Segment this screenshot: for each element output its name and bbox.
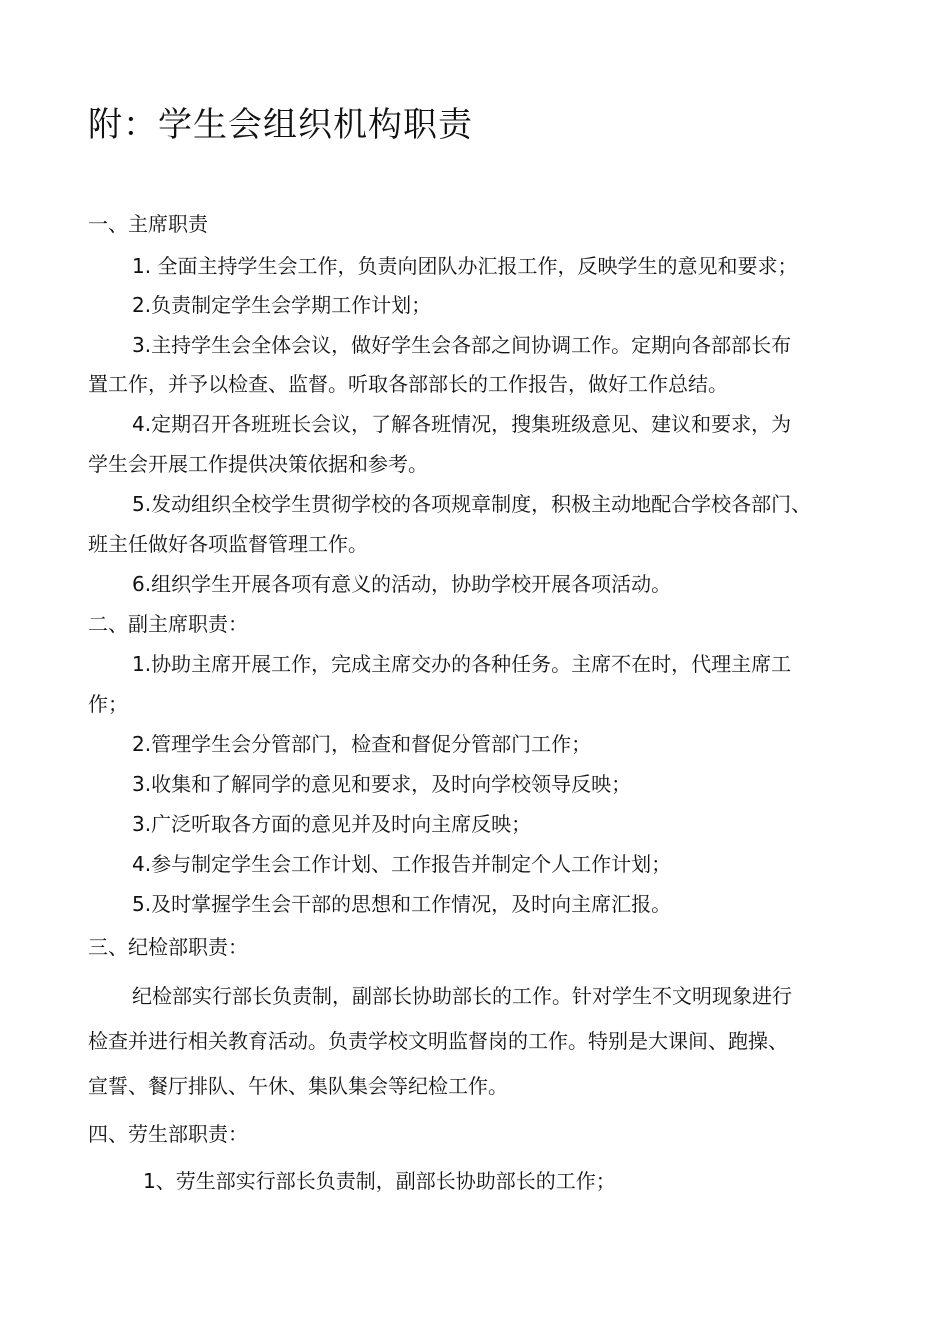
paragraph-line: 纪检部实行部长负责制，副部长协助部长的工作。针对学生不文明现象进行	[132, 984, 792, 1008]
page-title: 附：学生会组织机构职责	[88, 105, 473, 145]
paragraph-line: 宣誓、餐厅排队、午休、集队集会等纪检工作。	[88, 1074, 508, 1098]
paragraph-line: 4.定期召开各班班长会议，了解各班情况，搜集班级意见、建议和要求，为	[132, 412, 792, 436]
section-heading-discipline: 三、纪检部职责：	[88, 935, 248, 959]
section-heading-chairman: 一、主席职责	[88, 212, 208, 236]
paragraph-line: 3.广泛听取各方面的意见并及时向主席反映；	[132, 812, 532, 836]
paragraph-line: 1.协助主席开展工作，完成主席交办的各种任务。主席不在时，代理主席工	[132, 652, 792, 676]
paragraph-line: 置工作，并予以检查、监督。听取各部部长的工作报告，做好工作总结。	[88, 372, 728, 396]
paragraph-line: 6.组织学生开展各项有意义的活动，协助学校开展各项活动。	[132, 572, 672, 596]
paragraph-line: 3.主持学生会全体会议，做好学生会各部之间协调工作。定期向各部部长布	[132, 333, 792, 357]
paragraph-line: 1. 全面主持学生会工作，负责向团队办汇报工作，反映学生的意见和要求；	[132, 254, 798, 278]
paragraph-line: 班主任做好各项监督管理工作。	[88, 532, 368, 556]
paragraph-line: 2.负责制定学生会学期工作计划；	[132, 293, 432, 317]
paragraph-line: 3.收集和了解同学的意见和要求，及时向学校领导反映；	[132, 772, 632, 796]
paragraph-line: 5.及时掌握学生会干部的思想和工作情况，及时向主席汇报。	[132, 892, 672, 916]
section-heading-vice-chairman: 二、副主席职责：	[88, 612, 248, 636]
paragraph-line: 学生会开展工作提供决策依据和参考。	[88, 452, 428, 476]
paragraph-line: 1、劳生部实行部长负责制，副部长协助部长的工作；	[143, 1169, 616, 1193]
paragraph-line: 5.发动组织全校学生贯彻学校的各项规章制度，积极主动地配合学校各部门、	[132, 492, 812, 516]
paragraph-line: 2.管理学生会分管部门，检查和督促分管部门工作；	[132, 732, 592, 756]
paragraph-line: 4.参与制定学生会工作计划、工作报告并制定个人工作计划；	[132, 852, 672, 876]
paragraph-line: 作；	[88, 692, 128, 716]
paragraph-line: 检查并进行相关教育活动。负责学校文明监督岗的工作。特别是大课间、跑操、	[88, 1029, 788, 1053]
section-heading-labor: 四、劳生部职责：	[88, 1122, 248, 1146]
